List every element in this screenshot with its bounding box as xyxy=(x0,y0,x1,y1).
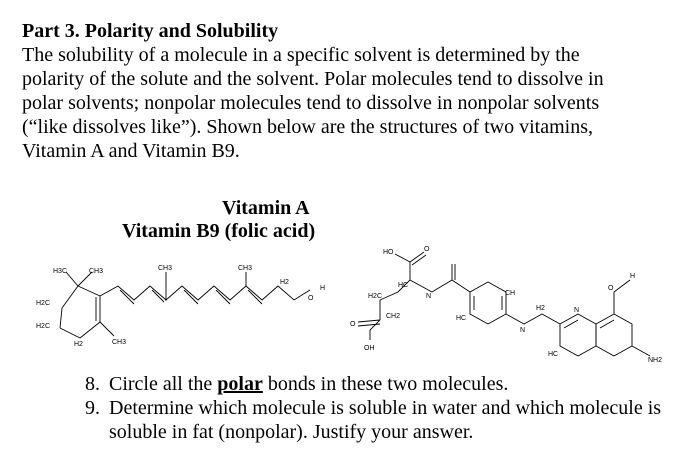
question-text: Determine which molecule is soluble in water and which molecule is soluble in fat (nonpolar). Justify your answer. xyxy=(109,397,662,443)
vitamin-b9-structure xyxy=(358,252,650,356)
intro-line: polarity of the solute and the solvent. Polar molecules tend to dissolve in xyxy=(22,68,604,90)
atom-label: OH xyxy=(364,345,375,352)
atom-label: O xyxy=(608,285,614,292)
structures-figure xyxy=(0,240,700,370)
question-number: 8. xyxy=(85,373,100,395)
atom-label: H2C xyxy=(36,300,51,307)
atom-label: H xyxy=(320,285,326,292)
atom-label: H2 xyxy=(280,279,289,286)
atom-label: CH xyxy=(505,290,516,297)
vitamin-a-structure xyxy=(60,272,310,338)
atom-label: N xyxy=(426,293,432,300)
intro-line: polar solvents; nonpolar molecules tend to dissolve in nonpolar solvents xyxy=(22,92,600,114)
atom-label: H xyxy=(630,273,636,280)
atom-label: HC xyxy=(456,315,467,322)
atom-label: H2C xyxy=(368,293,383,300)
intro-line: Vitamin A and Vitamin B9. xyxy=(22,140,240,162)
atom-label: CH3 xyxy=(158,265,173,272)
atom-label: H2 xyxy=(536,305,545,312)
question-8 xyxy=(85,372,695,396)
atom-label: HC xyxy=(398,282,409,289)
vitamin-a-label: Vitamin A xyxy=(222,197,310,219)
atom-label: NH2 xyxy=(648,357,663,364)
atom-label: N xyxy=(520,327,526,334)
atom-label: HO xyxy=(383,249,394,256)
intro-line: (“like dissolves like”). Shown below are the structures of two vitamins, xyxy=(22,116,593,138)
atom-label: CH3 xyxy=(238,265,253,272)
vitamin-b9-label: Vitamin B9 (folic acid) xyxy=(122,220,316,242)
atom-label: CH2 xyxy=(386,313,401,320)
emphasized-word: polar xyxy=(217,373,263,395)
atom-label: H2C xyxy=(36,323,51,330)
question-9 xyxy=(85,396,695,444)
atom-label: HC xyxy=(548,351,559,358)
atom-label: CH3 xyxy=(89,268,104,275)
question-number: 9. xyxy=(85,397,100,419)
atom-label: O xyxy=(424,246,430,253)
intro-paragraph xyxy=(22,43,682,163)
atom-label: O xyxy=(308,295,314,302)
atom-label: H3C xyxy=(53,268,68,275)
question-list xyxy=(85,372,695,444)
intro-line: The solubility of a molecule in a specific solvent is determined by the xyxy=(22,44,580,66)
atom-label: N xyxy=(574,307,580,314)
section-heading: Part 3. Polarity and Solubility xyxy=(22,20,279,42)
atom-label: CH3 xyxy=(112,339,127,346)
question-text: Circle all the polar bonds in these two molecules. xyxy=(109,373,509,395)
atom-label: H2 xyxy=(74,341,83,348)
atom-label: O xyxy=(350,321,356,328)
